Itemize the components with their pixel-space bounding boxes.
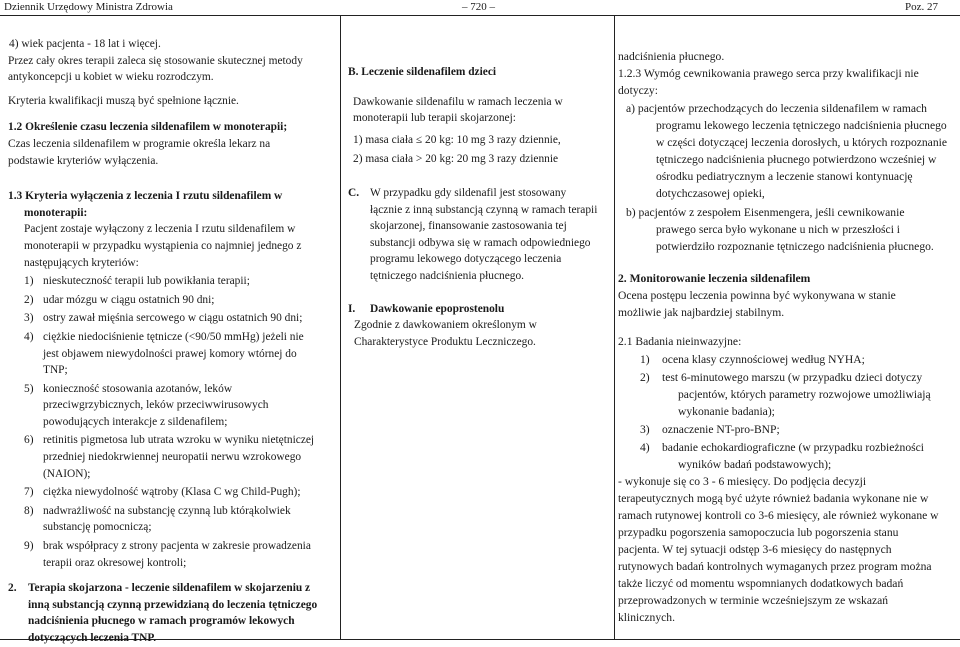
- list-item-number: 6): [24, 434, 34, 447]
- exception-a-line: ośrodku pediatrycznym a leczenie stanowi kontynuację: [656, 170, 913, 183]
- list-item-number: 1): [24, 275, 34, 288]
- list-item-number: 3): [640, 423, 650, 436]
- dose-item-2: 2) masa ciała > 20 kg: 20 mg 3 razy dziennie: [353, 153, 559, 166]
- list-item-line: ciężkie niedociśnienie tętnicze (<90/50 mmHg) jeżeli nie: [43, 330, 304, 343]
- list-item-line: przedniej niedokrwiennej neuropatii nerwu wzrokowego: [43, 451, 302, 464]
- section-2-1-heading: 2.1 Badania nieinwazyjne:: [618, 335, 742, 348]
- monitoring-note-line: klinicznych.: [618, 611, 675, 624]
- list-item: [8, 329, 338, 379]
- journal-title: Dziennik Urzędowy Ministra Zdrowia: [4, 1, 173, 13]
- list-item-number: 2): [24, 293, 34, 306]
- section-1-3-text-2: monoterapii w przypadku wystąpienia co najmniej jednego z: [24, 239, 302, 252]
- list-item-line: przeciwgrzybicznych, leków przeciwwirusowych: [43, 399, 269, 412]
- list-item-line: test 6-minutowego marszu (w przypadku dzieci dotyczy: [662, 371, 923, 384]
- exception-a-line: programu lekowego leczenia tętniczego nadciśnienia płucnego: [656, 119, 947, 132]
- list-item-line: pacjentów, których parametry rozwojowe umożliwiają: [678, 388, 931, 401]
- section-1-2-heading: 1.2 Określenie czasu leczenia sildenafilem w monoterapii;: [8, 121, 288, 134]
- list-item-line: ciężka niewydolność wątroby (Klasa C wg Child-Pugh);: [43, 486, 301, 499]
- section-1-2-3-line-2: dotyczy:: [618, 84, 658, 97]
- list-item-line: nieskuteczność terapii lub powikłania terapii;: [43, 275, 250, 288]
- monitoring-note-line: przypadku pogorszenia samopoczucia lub pogorszenia stanu: [618, 526, 899, 539]
- section-c-line: substancji odbywa się w ramach odpowiedniego: [370, 236, 591, 249]
- monitoring-note-line: - wykonuje się co 3 - 6 miesięcy. Do podjęcia decyzji: [618, 475, 867, 488]
- section-b-heading: B. Leczenie sildenafilem dzieci: [348, 66, 497, 78]
- list-item-line: wykonanie badania);: [678, 405, 775, 418]
- list-item-line: konieczność stosowania azotanów, leków: [43, 382, 233, 395]
- list-item: [8, 273, 338, 290]
- exception-a-line: dotychczasowej opieki,: [656, 187, 765, 200]
- section-2-line: inną substancją czynną przewidzianą do leczenia tętniczego: [28, 598, 318, 611]
- section-1-3-heading-1: 1.3 Kryteria wyłączenia z leczenia I rzutu sildenafilem w: [8, 190, 283, 203]
- list-item: [618, 421, 958, 438]
- section-i-line: Zgodnie z dawkowaniem określonym w: [354, 319, 537, 332]
- section-1-2-3-line-1: 1.2.3 Wymóg cewnikowania prawego serca przy kwalifikacji nie: [618, 67, 919, 80]
- section-2-heading: 2. Monitorowanie leczenia sildenafilem: [618, 272, 811, 285]
- header-rule: [0, 15, 960, 16]
- list-item-number: 8): [24, 504, 34, 517]
- list-item: [8, 381, 338, 431]
- exception-b-line: potwierdziło rozpoznanie tętniczego nadciśnienia płucnego.: [656, 240, 934, 253]
- section-b-text-1: Dawkowanie sildenafilu w ramach leczenia w: [353, 95, 563, 108]
- section-2-number: 2.: [8, 582, 17, 595]
- exception-b-line: b) pacjentów z zespołem Eisenmengera, jeśli cewnikowanie: [626, 206, 905, 219]
- list-item-line: retinitis pigmetosa lub utrata wzroku w wyniku nietętniczej: [43, 434, 315, 447]
- list-item: [618, 369, 958, 420]
- exception-a-line: tętniczego nadciśnienia płucnego potwierdzono wcześniej w: [656, 153, 937, 166]
- section-1-3-text-3: następujących kryteriów:: [24, 256, 139, 269]
- section-c-block: [348, 185, 612, 285]
- exception-a: [618, 100, 958, 202]
- section-i-letter: I.: [348, 302, 356, 315]
- list-item-line: badanie echokardiograficzne (w przypadku rozbieżności: [662, 441, 925, 454]
- section-2-text-2: możliwie jak najbardziej stabilnym.: [618, 306, 785, 319]
- list-item: [8, 310, 338, 327]
- list-item-number: 2): [640, 371, 650, 384]
- list-item-number: 9): [24, 540, 34, 553]
- section-1-3-text-1: Pacjent zostaje wyłączony z leczenia I rzutu sildenafilem w: [24, 223, 296, 236]
- monitoring-note-line: rutynowych badań kontrolnych wymaganych przez program można: [618, 560, 932, 573]
- list-item: [8, 484, 338, 501]
- exception-a-line: w części dotyczącej leczenia dorosłych, u których rozpoznanie: [656, 136, 947, 149]
- column-1: [8, 36, 338, 647]
- criteria-note: Kryteria kwalifikacji muszą być spełnione łącznie.: [8, 94, 239, 107]
- list-item: [8, 432, 338, 482]
- section-i-block: [348, 301, 612, 351]
- section-2-text-1: Ocena postępu leczenia powinna być wykonywana w stanie: [618, 289, 896, 302]
- list-item-number: 1): [640, 353, 650, 366]
- continued-line: nadciśnienia płucnego.: [618, 50, 725, 63]
- monitoring-note-line: także liczyć od momentu wspomnianych dodatkowych badań: [618, 577, 904, 590]
- page-header: [0, 0, 960, 14]
- non-invasive-tests-list: [618, 351, 958, 473]
- monitoring-note: [618, 473, 958, 626]
- list-item-line: powodujących interakcje z sildenafilem;: [43, 415, 228, 428]
- section-c-line: łącznie z inną substancją czynną w ramach terapii: [370, 203, 598, 216]
- exclusion-criteria-list: [8, 273, 338, 571]
- section-i-heading: Dawkowanie epoprostenolu: [370, 302, 505, 315]
- monitoring-note-line: przeprowadzonych w terminie wcześniejszym ze wskazań: [618, 594, 889, 607]
- section-c-line: programu lekowego dotyczącego leczenia: [370, 253, 562, 266]
- section-2-line: nadciśnienia płucnego w ramach programów lekowych: [28, 615, 295, 628]
- list-item: [8, 503, 338, 536]
- column-2: [348, 64, 612, 350]
- list-item: [8, 538, 338, 571]
- section-2-block: [8, 580, 338, 646]
- section-c-line: W przypadku gdy sildenafil jest stosowany: [370, 186, 567, 199]
- contraception-line-2: antykoncepcji u kobiet w wieku rozrodczym.: [8, 71, 214, 84]
- page-number: – 720 –: [462, 1, 495, 13]
- monitoring-note-line: ramach rutynowej kontroli co 3-6 miesięcy, ale również wykonane w: [618, 509, 939, 522]
- list-item-line: udar mózgu w ciągu ostatnich 90 dni;: [43, 293, 215, 306]
- position-number: Poz. 27: [905, 1, 938, 13]
- list-item-line: ostry zawał mięśnia sercowego w ciągu ostatnich 90 dni;: [43, 312, 303, 325]
- list-item-line: ocena klasy czynnościowej według NYHA;: [662, 353, 865, 366]
- exception-b-line: prawego serca było wykonane u nich w przeszłości i: [656, 223, 901, 236]
- section-c-letter: C.: [348, 186, 360, 199]
- list-item: [618, 351, 958, 368]
- section-1-3-heading-2: monoterapii:: [24, 206, 88, 219]
- monitoring-note-line: terapeutycznych mogą być użyte również badania wykonane nie w: [618, 492, 929, 505]
- list-item-number: 4): [24, 330, 34, 343]
- list-item-line: (NAION);: [43, 467, 91, 480]
- column-divider-2: [614, 16, 615, 640]
- section-2-line: dotyczących leczenia TNP.: [28, 632, 157, 644]
- list-item-line: TNP;: [43, 364, 68, 377]
- list-item: [618, 439, 958, 473]
- list-item-number: 5): [24, 382, 34, 395]
- dose-item-1: 1) masa ciała ≤ 20 kg: 10 mg 3 razy dziennie,: [353, 133, 561, 146]
- column-divider-1: [340, 16, 341, 640]
- list-item-line: brak współpracy z strony pacjenta w zakresie prowadzenia: [43, 540, 311, 553]
- section-1-2-text-2: podstawie kryteriów wyłączenia.: [8, 154, 159, 167]
- section-2-line: Terapia skojarzona - leczenie sildenafilem w skojarzeniu z: [28, 582, 311, 595]
- criterion-4: 4) wiek pacjenta - 18 lat i więcej.: [9, 38, 161, 50]
- contraception-line-1: Przez cały okres terapii zaleca się stosowanie skutecznej metody: [8, 54, 303, 67]
- list-item: [8, 292, 338, 309]
- list-item-line: terapii oraz okresowej kontroli;: [43, 556, 187, 569]
- section-i-line: Charakterystyce Produktu Leczniczego.: [354, 335, 536, 348]
- list-item-number: 7): [24, 486, 34, 499]
- section-c-line: skojarzonej, finansowanie zastosowania tej: [370, 220, 567, 233]
- section-b-text-2: monoterapii lub terapii skojarzonej:: [353, 112, 516, 125]
- section-1-2-text-1: Czas leczenia sildenafilem w programie określa lekarz na: [8, 137, 271, 150]
- list-item-line: wyników badań podstawowych);: [678, 458, 832, 471]
- exception-a-line: a) pacjentów przechodzących do leczenia sildenafilem w ramach: [626, 102, 927, 115]
- list-item-line: nadwrażliwość na substancję czynną lub którąkolwiek: [43, 504, 291, 517]
- section-c-line: tętniczego nadciśnienia płucnego.: [370, 269, 525, 282]
- list-item-line: substancję pomocniczą;: [43, 521, 152, 534]
- exception-b: [618, 204, 958, 255]
- monitoring-note-line: pacjenta. W tej sytuacji odstęp 3-6 miesięcy do następnych: [618, 543, 892, 556]
- list-item-number: 4): [640, 441, 650, 454]
- column-3: [618, 48, 958, 626]
- list-item-line: oznaczenie NT-pro-BNP;: [662, 423, 780, 436]
- list-item-number: 3): [24, 312, 34, 325]
- list-item-line: jest objawem niewydolności prawej komory wtórnej do: [43, 347, 297, 360]
